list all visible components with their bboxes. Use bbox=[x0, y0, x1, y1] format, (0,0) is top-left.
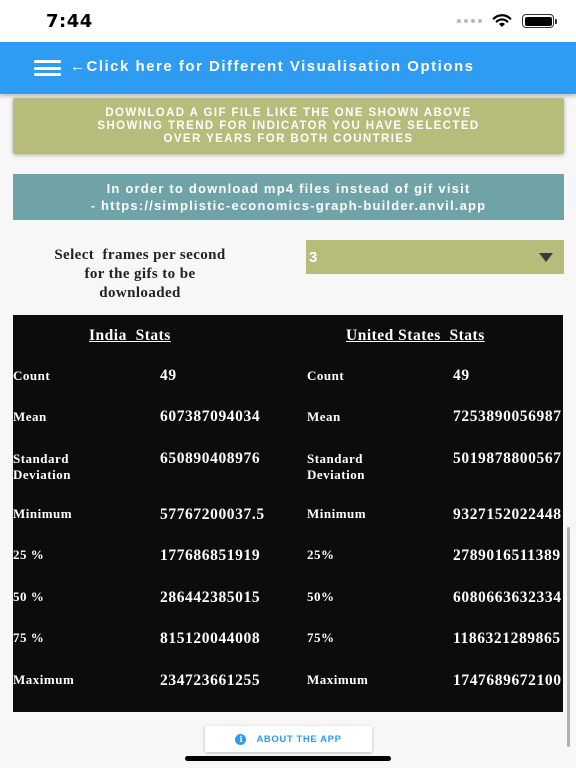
fps-label bbox=[20, 246, 260, 303]
download-gif-button[interactable] bbox=[13, 98, 564, 154]
us-stat-value: 2789016511389 bbox=[453, 547, 561, 564]
india-stat-value: 607387094034 bbox=[160, 408, 261, 425]
wifi-icon bbox=[492, 14, 512, 28]
india-stat-label: Count bbox=[13, 368, 51, 383]
india-stat-label: Minimum bbox=[13, 506, 73, 521]
us-stat-value: 1747689672100 bbox=[453, 672, 562, 689]
download-gif-line-3: OVER YEARS FOR BOTH COUNTRIES bbox=[163, 133, 414, 145]
top-app-bar[interactable] bbox=[0, 42, 576, 94]
india-stat-label: Mean bbox=[13, 409, 47, 424]
arrow-left-icon: ← bbox=[70, 58, 87, 75]
us-stat-label: Minimum bbox=[307, 506, 367, 521]
info-icon: i bbox=[235, 734, 246, 745]
fps-selected-value: 3 bbox=[309, 248, 318, 266]
about-app-button[interactable] bbox=[205, 726, 372, 752]
fps-label-line-3: downloaded bbox=[99, 285, 181, 301]
menu-icon[interactable] bbox=[34, 60, 61, 76]
fps-label-line-2: for the gifs to be bbox=[84, 266, 196, 282]
signal-icon bbox=[457, 19, 482, 23]
us-stat-value: 5019878800567 bbox=[453, 450, 562, 467]
india-stat-label: 50 % bbox=[13, 589, 45, 604]
us-stat-value: 1186321289865 bbox=[453, 630, 561, 647]
india-stat-value: 286442385015 bbox=[160, 589, 261, 606]
india-stat-value: 650890408976 bbox=[160, 450, 261, 467]
india-stat-label: 75 % bbox=[13, 630, 45, 645]
india-stats-title: India Stats bbox=[89, 327, 171, 344]
india-stat-value: 815120044008 bbox=[160, 630, 261, 647]
us-stat-label: Mean bbox=[307, 409, 341, 424]
scrollbar[interactable] bbox=[567, 527, 570, 747]
mp4-info-banner bbox=[13, 174, 564, 220]
india-stat-label: Maximum bbox=[13, 672, 75, 687]
india-stat-value: 177686851919 bbox=[160, 547, 261, 564]
us-stat-value: 7253890056987 bbox=[453, 408, 562, 425]
mp4-info-line-1: In order to download mp4 files instead of gif visit bbox=[106, 181, 471, 196]
about-app-label: ABOUT THE APP bbox=[256, 733, 342, 745]
us-stat-label: Count bbox=[307, 368, 345, 383]
stats-panel bbox=[13, 315, 563, 712]
dropdown-caret-icon bbox=[539, 253, 553, 262]
us-stat-label: 75% bbox=[307, 630, 335, 645]
mp4-info-link[interactable]: - https://simplistic-economics-graph-builder.anvil.app bbox=[90, 198, 487, 213]
home-indicator[interactable] bbox=[185, 756, 391, 761]
india-stat-label: 25 % bbox=[13, 547, 45, 562]
download-gif-line-1: DOWNLOAD A GIF FILE LIKE THE ONE SHOWN ABOVE bbox=[105, 107, 472, 119]
india-stat-value: 49 bbox=[160, 367, 177, 384]
us-stat-label: Maximum bbox=[307, 672, 369, 687]
us-stat-value: 6080663632334 bbox=[453, 589, 562, 606]
us-stat-value: 9327152022448 bbox=[453, 506, 562, 523]
fps-dropdown[interactable] bbox=[306, 240, 564, 274]
india-stat-label: Standard Deviation bbox=[13, 451, 71, 482]
us-stat-label: 50% bbox=[307, 589, 335, 604]
visualisation-options-link[interactable] bbox=[70, 58, 474, 75]
header-label-text: Click here for Different Visualisation Options bbox=[86, 58, 475, 75]
fps-label-line-1: Select frames per second bbox=[54, 247, 226, 263]
us-stats-title: United States Stats bbox=[346, 327, 485, 344]
status-icons bbox=[457, 14, 554, 28]
india-stat-value: 57767200037.5 bbox=[160, 506, 265, 523]
us-stat-value: 49 bbox=[453, 367, 470, 384]
us-stat-label: Standard Deviation bbox=[307, 451, 365, 482]
us-stat-label: 25% bbox=[307, 547, 335, 562]
battery-icon bbox=[522, 14, 554, 28]
download-gif-line-2: SHOWING TREND FOR INDICATOR YOU HAVE SELECTED bbox=[97, 120, 480, 132]
india-stat-value: 234723661255 bbox=[160, 672, 261, 689]
status-time: 7:44 bbox=[46, 11, 93, 32]
status-bar bbox=[0, 0, 576, 42]
